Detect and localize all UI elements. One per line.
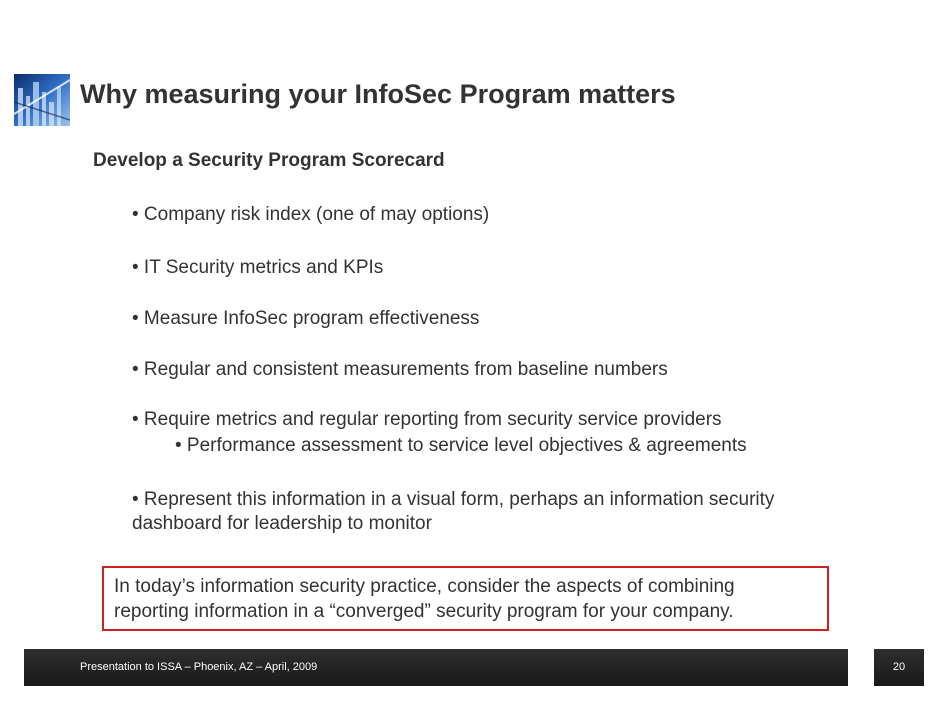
bullet-item: • Require metrics and regular reporting from security service providers [132, 409, 722, 430]
bullet-item: • Regular and consistent measurements from baseline numbers [132, 359, 668, 380]
sub-bullet-item: • Performance assessment to service level objectives & agreements [175, 435, 747, 456]
callout-text-line: In today’s information security practice, consider the aspects of combining [114, 576, 735, 597]
page-number: 20 [892, 661, 906, 673]
bullet-item: • Company risk index (one of may options) [132, 204, 490, 225]
bullet-item-continuation: dashboard for leadership to monitor [132, 513, 432, 534]
footer-bar [24, 649, 924, 686]
bullet-item: • Represent this information in a visual form, perhaps an information security [132, 489, 775, 510]
footer-text: Presentation to ISSA – Phoenix, AZ – April, 2009 [80, 661, 318, 673]
bullet-item: • IT Security metrics and KPIs [132, 257, 384, 278]
callout-text-line: reporting information in a “converged” security program for your company. [114, 601, 734, 622]
bullet-item: • Measure InfoSec program effectiveness [132, 308, 480, 329]
blue-chart-logo-icon [14, 74, 70, 126]
footer-divider [848, 649, 874, 686]
slide-subtitle: Develop a Security Program Scorecard [93, 150, 445, 171]
slide-title: Why measuring your InfoSec Program matters [80, 79, 676, 109]
